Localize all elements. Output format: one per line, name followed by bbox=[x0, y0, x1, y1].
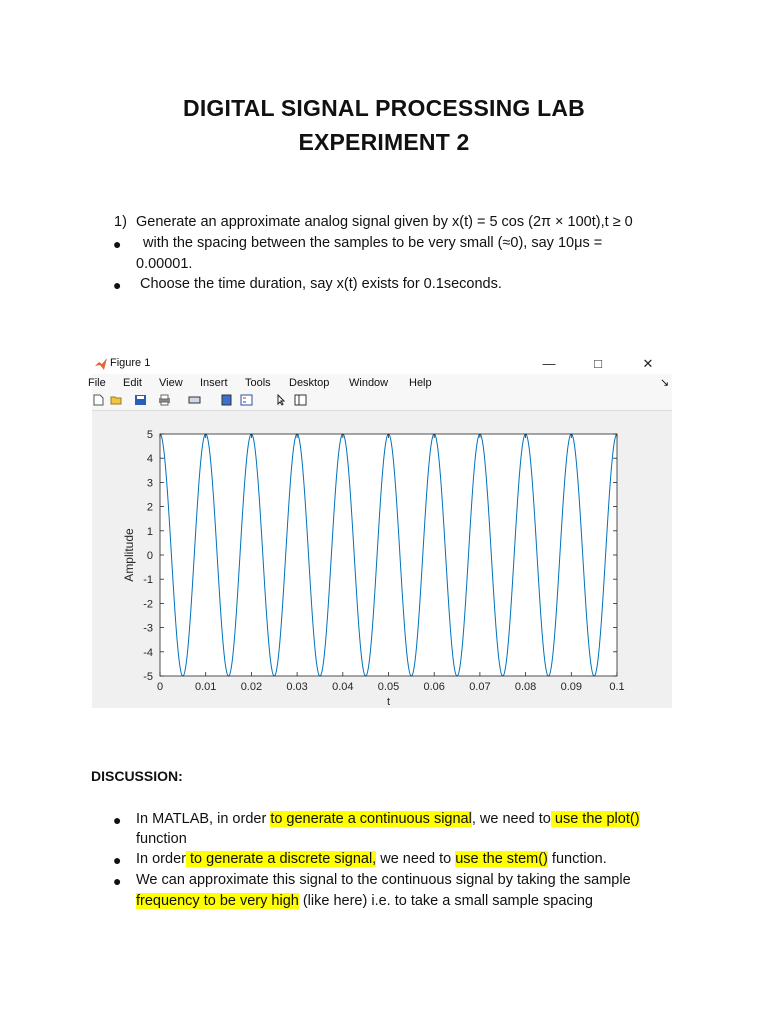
print-icon[interactable] bbox=[158, 394, 171, 406]
y-tick-label: 3 bbox=[146, 477, 153, 490]
x-tick-label: 0.1 bbox=[609, 681, 625, 693]
highlight: to generate a continuous signal bbox=[270, 811, 472, 827]
discussion-text: (like here) i.e. to take a small sample spacing bbox=[298, 893, 593, 909]
y-tick-label: -5 bbox=[143, 671, 153, 683]
x-tick-label: 0.02 bbox=[240, 681, 263, 693]
x-tick-label: 0.05 bbox=[377, 681, 400, 693]
discussion-item-3: We can approximate this signal to the continuous signal by taking the sample bbox=[136, 872, 631, 888]
x-tick-label: 0.09 bbox=[560, 681, 583, 693]
y-axis-label: Amplitude bbox=[122, 528, 136, 582]
property-editor-icon[interactable] bbox=[294, 394, 307, 406]
discussion-text: we need to bbox=[376, 851, 456, 867]
task-bullet2: Choose the time duration, say x(t) exists for 0.1seconds. bbox=[140, 276, 502, 292]
menu-tools[interactable]: Tools bbox=[245, 377, 271, 389]
maximize-button[interactable]: □ bbox=[594, 356, 602, 371]
dock-icon[interactable]: ↘ bbox=[660, 377, 670, 389]
discussion-text: , we need to bbox=[471, 811, 551, 827]
x-tick-label: 0.04 bbox=[332, 681, 354, 693]
discussion-text: In order bbox=[136, 851, 186, 867]
discussion-heading: DISCUSSION: bbox=[91, 768, 183, 784]
x-tick-label: 0.06 bbox=[423, 681, 445, 693]
y-tick-label: 0 bbox=[146, 550, 153, 562]
x-tick-label: 0 bbox=[156, 681, 164, 693]
highlight: use the stem() bbox=[455, 851, 548, 867]
figure-menu-bar bbox=[88, 374, 672, 392]
save-icon[interactable] bbox=[134, 394, 147, 406]
menu-help[interactable]: Help bbox=[409, 377, 432, 389]
doc-title-line1: DIGITAL SIGNAL PROCESSING LAB bbox=[183, 95, 585, 121]
figure-plot-area bbox=[92, 411, 672, 708]
y-tick-label: 4 bbox=[146, 453, 153, 466]
legend-icon[interactable] bbox=[240, 394, 253, 406]
bullet-icon: ● bbox=[113, 873, 122, 889]
minimize-button[interactable]: — bbox=[542, 356, 556, 371]
highlight: frequency to be very high bbox=[136, 893, 299, 909]
y-tick-label: -4 bbox=[143, 646, 153, 659]
x-tick-label: 0.01 bbox=[194, 681, 217, 693]
y-tick-label: 2 bbox=[146, 501, 153, 514]
discussion-item-3-line2 bbox=[136, 891, 593, 911]
x-tick-label: 0.03 bbox=[286, 681, 308, 693]
open-folder-icon[interactable] bbox=[110, 394, 123, 406]
y-tick-label: 5 bbox=[146, 429, 153, 441]
figure-toolbar bbox=[92, 392, 672, 411]
figure-title-bar bbox=[92, 354, 672, 374]
highlight: use the plot() bbox=[550, 811, 640, 827]
y-tick-label: -3 bbox=[143, 622, 153, 635]
menu-insert[interactable]: Insert bbox=[200, 377, 228, 389]
bullet-icon: ● bbox=[113, 852, 122, 868]
discussion-item-2 bbox=[136, 849, 607, 869]
bullet-icon: ● bbox=[113, 812, 122, 828]
matlab-figure-window bbox=[88, 354, 672, 708]
discussion-text: In MATLAB, in order bbox=[136, 811, 271, 827]
pointer-icon[interactable] bbox=[275, 394, 288, 406]
x-tick-label: 0.07 bbox=[469, 681, 491, 693]
x-tick-label: 0.08 bbox=[514, 681, 537, 693]
new-figure-icon[interactable] bbox=[92, 394, 105, 406]
colorbar-icon[interactable] bbox=[220, 394, 233, 406]
link-icon[interactable] bbox=[188, 394, 201, 406]
axes-background bbox=[160, 434, 617, 676]
menu-window[interactable]: Window bbox=[349, 377, 389, 389]
task-text: Generate an approximate analog signal given by x(t) = 5 cos (2π × 100t),t ≥ 0 bbox=[136, 214, 633, 230]
discussion-text: function. bbox=[547, 851, 607, 867]
bullet-icon: ● bbox=[113, 277, 122, 293]
matlab-logo-icon bbox=[95, 358, 107, 370]
discussion-item-1 bbox=[136, 809, 640, 829]
y-tick-label: 1 bbox=[146, 525, 153, 538]
task-bullet1-line2: 0.00001. bbox=[136, 256, 193, 272]
task-number: 1) bbox=[114, 214, 127, 230]
highlight: to generate a discrete signal, bbox=[185, 851, 377, 867]
bullet-icon: ● bbox=[113, 236, 122, 252]
menu-edit[interactable]: Edit bbox=[123, 377, 142, 389]
close-button[interactable]: ✕ bbox=[642, 356, 654, 371]
y-tick-label: -2 bbox=[143, 598, 153, 611]
menu-desktop[interactable]: Desktop bbox=[289, 377, 330, 389]
doc-title-line2: EXPERIMENT 2 bbox=[298, 129, 470, 155]
y-tick-label: -1 bbox=[143, 574, 153, 587]
discussion-item-1-line2: function bbox=[136, 831, 187, 847]
menu-view[interactable]: View bbox=[159, 377, 183, 389]
task-bullet1-line1: with the spacing between the samples to be very small (≈0), say 10μs = bbox=[143, 235, 603, 251]
figure-title: Figure 1 bbox=[110, 357, 151, 369]
x-axis-label: t bbox=[386, 696, 391, 708]
menu-file[interactable]: File bbox=[88, 377, 106, 389]
